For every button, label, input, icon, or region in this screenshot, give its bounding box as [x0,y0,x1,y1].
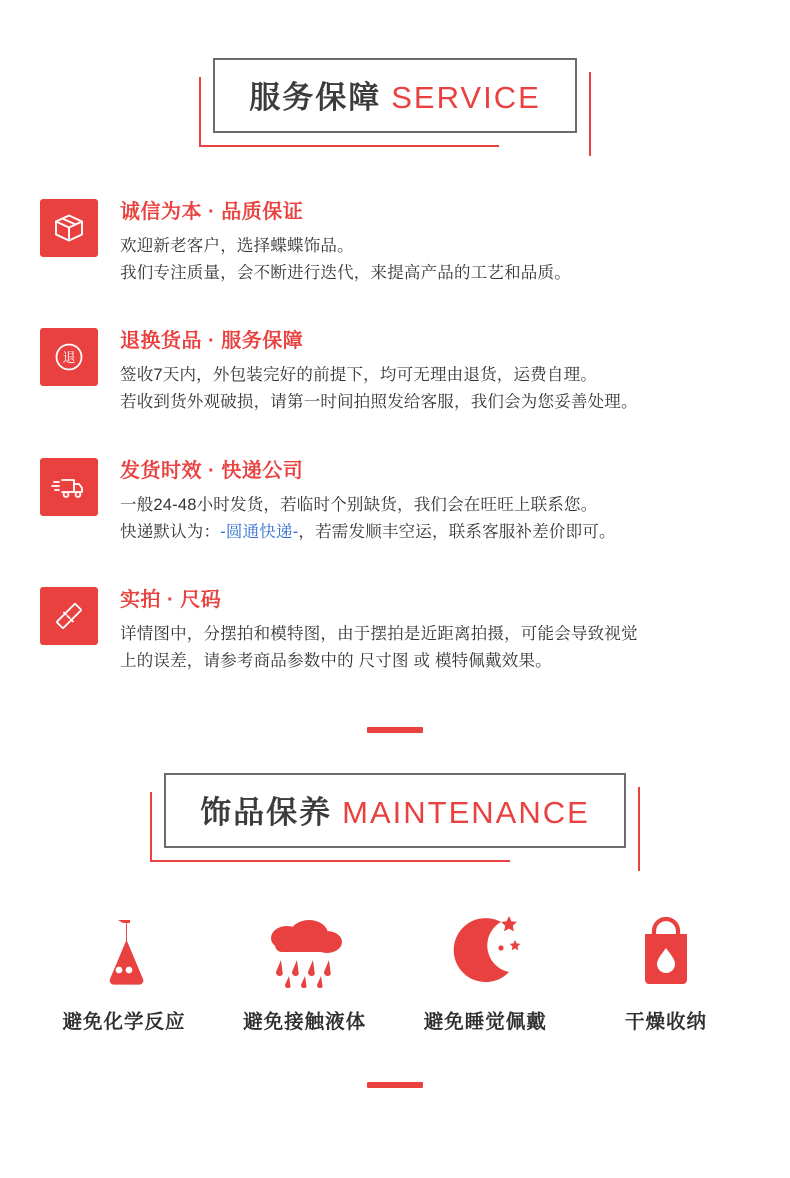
service-item-line: 欢迎新老客户，选择蝶蝶饰品。 [120,237,354,255]
maintenance-item-liquid [225,906,385,1034]
service-item-line-with-link [120,519,750,546]
express-company-link[interactable]: -圆通快递- [220,522,299,541]
maintenance-banner-accent-right [638,787,640,871]
service-banner-box [213,58,577,133]
maintenance-icon-row [0,906,790,1034]
shipping-line-prefix: 快递默认为： [120,522,221,541]
maintenance-item-label: 避免接触液体 [243,1010,367,1033]
service-item-integrity [0,195,790,286]
service-item-line: 详情图中，分摆拍和模特图，由于摆拍是近距离拍摄，可能会导致视觉 [120,625,638,644]
maintenance-item-chemical [44,906,204,1034]
service-item-photo-size-text [120,583,750,674]
service-banner-title-en: SERVICE [391,80,541,115]
service-item-line: 上的误差，请参考商品参数中的 尺寸图 或 模特佩戴效果。 [120,652,552,671]
maintenance-banner-box [164,773,626,848]
maintenance-item-label: 避免化学反应 [62,1010,186,1033]
maintenance-banner-accent-left [150,792,152,862]
moon-stars-icon [405,906,565,992]
maintenance-item-dry-storage [586,906,746,1034]
rain-cloud-icon [225,906,385,992]
service-item-photo-size [0,583,790,674]
service-banner-title-cn: 服务保障 [249,80,382,115]
section-divider-top [367,727,423,733]
service-item-return-text [120,324,750,415]
service-item-title: 发货时效 · 快递公司 [120,459,304,482]
service-banner-accent-bottom [199,145,499,147]
section-divider-bottom [367,1082,423,1088]
box-icon [40,199,98,257]
service-item-integrity-text [120,195,750,286]
service-item-shipping [0,454,790,545]
service-item-line: 一般24-48小时发货，若临时个别缺货，我们会在旺旺上联系您。 [120,495,598,514]
return-icon [40,328,98,386]
maintenance-banner [0,773,790,848]
service-item-shipping-text [120,454,750,545]
service-banner-accent-right [589,72,591,156]
shipping-line-suffix: ，若需发顺丰空运，联系客服补差价即可。 [298,522,616,541]
maintenance-banner-title-en: MAINTENANCE [342,794,590,830]
flask-icon [44,906,204,992]
maintenance-banner-title-cn: 饰品保养 [200,794,333,830]
maintenance-item-label: 避免睡觉佩戴 [423,1010,547,1033]
service-item-line: 我们专注质量，会不断进行迭代，来提高产品的工艺和品质。 [120,263,571,282]
svg-text:退: 退 [62,351,76,367]
service-item-title: 退换货品 · 服务保障 [120,330,304,353]
service-banner-inner [213,58,577,133]
maintenance-banner-accent-bottom [150,860,510,862]
service-item-line: 若收到货外观破损，请第一时间拍照发给客服，我们会为您妥善处理。 [120,393,638,412]
service-item-line: 签收7天内，外包装完好的前提下，均可无理由退货，运费自理。 [120,366,597,385]
ruler-icon [40,587,98,645]
service-item-title: 诚信为本 · 品质保证 [120,201,304,223]
maintenance-item-sleep [405,906,565,1034]
truck-icon [40,458,98,516]
service-banner-accent-left [199,77,201,147]
dry-bag-icon [586,906,746,992]
service-banner [0,58,790,133]
maintenance-banner-inner [164,773,626,848]
maintenance-item-label: 干燥收纳 [624,1010,707,1033]
service-item-title: 实拍 · 尺码 [120,589,222,612]
service-item-return [0,324,790,415]
